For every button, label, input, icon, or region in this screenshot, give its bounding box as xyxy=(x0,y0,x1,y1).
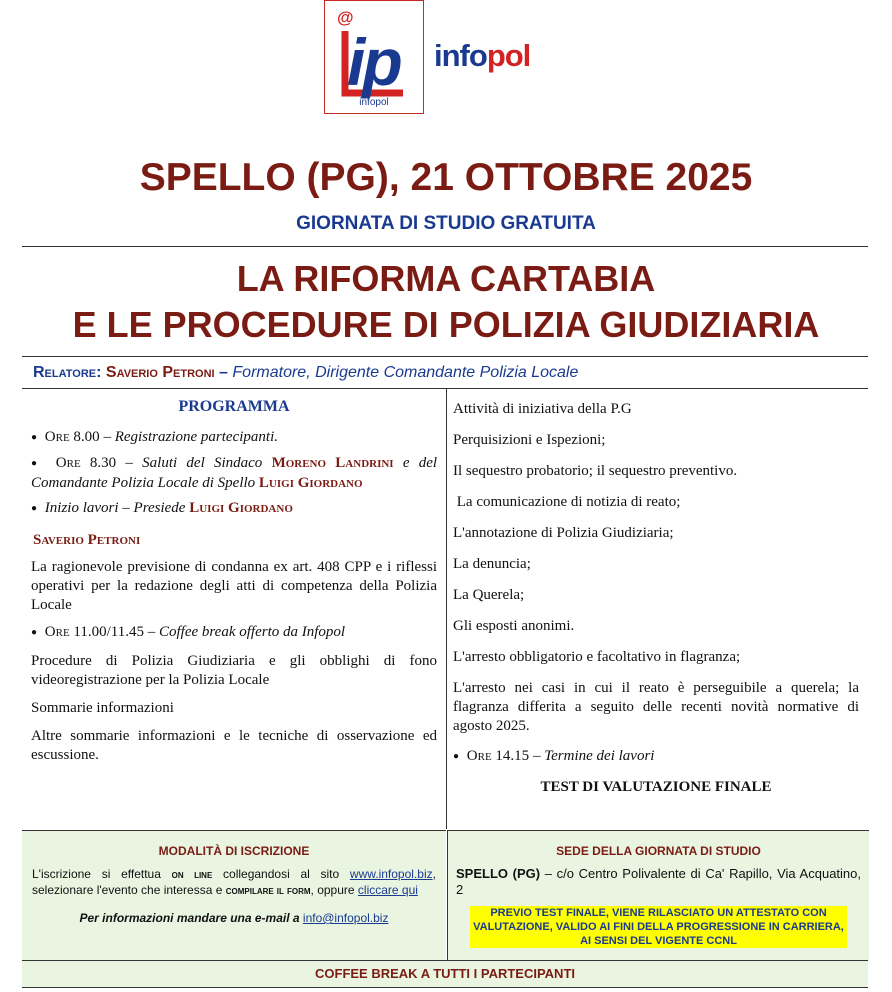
speaker-role: Formatore, Dirigente Comandante Polizia Locale xyxy=(232,364,579,381)
reg-text: , oppure xyxy=(310,883,355,897)
item-time: Ore 11.00/11.45 xyxy=(44,624,144,640)
item-time: Ore 14.15 xyxy=(466,748,530,764)
chair-name: Luigi Giordano xyxy=(189,500,293,516)
final-test-heading: TEST DI VALUTAZIONE FINALE xyxy=(540,779,772,795)
reg-text: L'iscrizione si effettua xyxy=(32,867,161,881)
item-text: Inizio lavori – Presiede xyxy=(44,500,186,516)
speaker-name: Saverio Petroni xyxy=(105,364,215,381)
venue-title: SEDE DELLA GIORNATA DI STUDIO xyxy=(556,844,761,858)
program-topic: L'annotazione di Polizia Giudiziaria; xyxy=(453,525,674,541)
course-title-line2: E LE PROCEDURE DI POLIZIA GIUDIZIARIA xyxy=(72,304,820,345)
program-topic-1: La ragionevole previsione di condanna ex art. 408 CPP e i riflessi operativi per la redazione degli atti di competenza della Polizia Locale xyxy=(31,559,437,613)
course-title xyxy=(0,256,892,348)
certificate-text: PREVIO TEST FINALE, VIENE RILASCIATO UN ATTESTATO CON VALUTAZIONE, VALIDO AI FINI DELLA PROGRESSIONE IN CARRIERA, AI SENSI DEL VIGENTE CCNL xyxy=(470,906,847,948)
session-speaker-heading: Saverio Petroni xyxy=(33,532,141,548)
mayor-name: Moreno Landrini xyxy=(271,455,394,471)
registration-box xyxy=(22,830,446,961)
program-topic: Perquisizioni e Ispezioni; xyxy=(453,432,606,448)
venue-address xyxy=(456,866,861,898)
item-time: Ore 8.30 xyxy=(55,455,117,471)
info-text: Per informazioni mandare una e-mail a xyxy=(79,911,300,925)
program-topic-3: Sommarie informazioni xyxy=(31,700,174,716)
program-topic: L'arresto obbligatorio e facoltativo in flagranza; xyxy=(453,649,741,665)
wordmark-info: info xyxy=(434,38,487,73)
program-topic-4: Altre sommarie informazioni e le tecniche di osservazione ed escussione. xyxy=(31,728,437,763)
speaker-dash: – xyxy=(219,364,228,381)
event-subtitle: GIORNATA DI STUDIO GRATUITA xyxy=(296,213,596,234)
logo-wordmark xyxy=(434,38,530,74)
item-sep: – xyxy=(532,748,541,764)
program-item-greetings xyxy=(31,454,437,493)
program-topic: La denuncia; xyxy=(453,556,531,572)
program-item-registration xyxy=(31,428,437,448)
item-text: Registrazione partecipanti. xyxy=(114,429,279,445)
item-sep: – xyxy=(103,429,111,445)
item-time: Ore 8.00 xyxy=(44,429,100,445)
venue-place: SPELLO (PG) xyxy=(456,866,541,881)
program-topic-2: Procedure di Polizia Giudiziaria e gli obblighi di fono videoregistrazione per la Polizia Locale xyxy=(31,653,437,688)
venue-street: – c/o Centro Polivalente di Ca' Rapillo, Via Acquatino, 2 xyxy=(456,866,861,897)
at-symbol: @ xyxy=(337,8,354,27)
info-line xyxy=(22,911,446,926)
venue-box xyxy=(447,830,869,961)
item-text: Saluti del Sindaco xyxy=(142,455,263,471)
registration-text xyxy=(32,867,436,899)
program-topic: L'arresto nei casi in cui il reato è perseguibile a querela; la flagranza differita a seguito delle recenti novità normative di agosto 2025. xyxy=(453,680,859,734)
site-link[interactable]: www.infopol.biz xyxy=(349,867,433,881)
item-sep: – xyxy=(147,624,156,640)
item-text: Termine dei lavori xyxy=(544,748,655,764)
reg-compile: compilare il form xyxy=(225,885,311,897)
program-topic: Attività di iniziativa della P.G xyxy=(453,401,632,417)
reg-online: on line xyxy=(171,869,213,881)
wordmark-pol: pol xyxy=(486,38,531,73)
course-title-line1: LA RIFORMA CARTABIA xyxy=(236,258,656,299)
coffee-break-banner: COFFEE BREAK A TUTTI I PARTECIPANTI xyxy=(22,960,868,988)
logo-caption: infopol xyxy=(359,97,389,108)
program-topic: La comunicazione di notizia di reato; xyxy=(453,494,681,510)
commander-name: Luigi Giordano xyxy=(258,475,363,491)
divider xyxy=(22,388,868,389)
program-item-coffee xyxy=(31,623,437,643)
program-topic: Il sequestro probatorio; il sequestro preventivo. xyxy=(453,463,738,479)
registration-title: MODALITÀ DI ISCRIZIONE xyxy=(158,844,310,858)
program-topic: Gli esposti anonimi. xyxy=(453,618,575,634)
program-topic: La Querela; xyxy=(453,587,525,603)
reg-text: , selezionare l'evento che interessa e xyxy=(32,867,436,897)
item-text: e del Comandante Polizia Locale di Spello xyxy=(31,455,438,491)
program-item-end xyxy=(453,747,859,767)
program-left-column xyxy=(31,398,437,765)
infopol-logo xyxy=(324,0,424,114)
divider xyxy=(22,246,868,247)
divider xyxy=(22,356,868,357)
program-heading: PROGRAMMA xyxy=(178,398,290,415)
email-link[interactable]: info@infopol.biz xyxy=(302,911,389,925)
reg-text: collegandosi al sito xyxy=(223,867,340,881)
ip-letters: ip xyxy=(347,25,400,99)
speaker-line xyxy=(33,364,578,382)
event-title: SPELLO (PG), 21 OTTOBRE 2025 xyxy=(139,156,753,199)
column-divider xyxy=(446,389,447,829)
item-sep: – xyxy=(125,455,133,471)
click-here-link[interactable]: cliccare qui xyxy=(357,883,418,897)
program-right-column xyxy=(453,398,859,797)
program-item-start xyxy=(31,499,437,519)
speaker-label: Relatore: xyxy=(33,364,102,381)
item-text: Coffee break offerto da Infopol xyxy=(159,624,346,640)
certificate-note xyxy=(470,906,847,948)
